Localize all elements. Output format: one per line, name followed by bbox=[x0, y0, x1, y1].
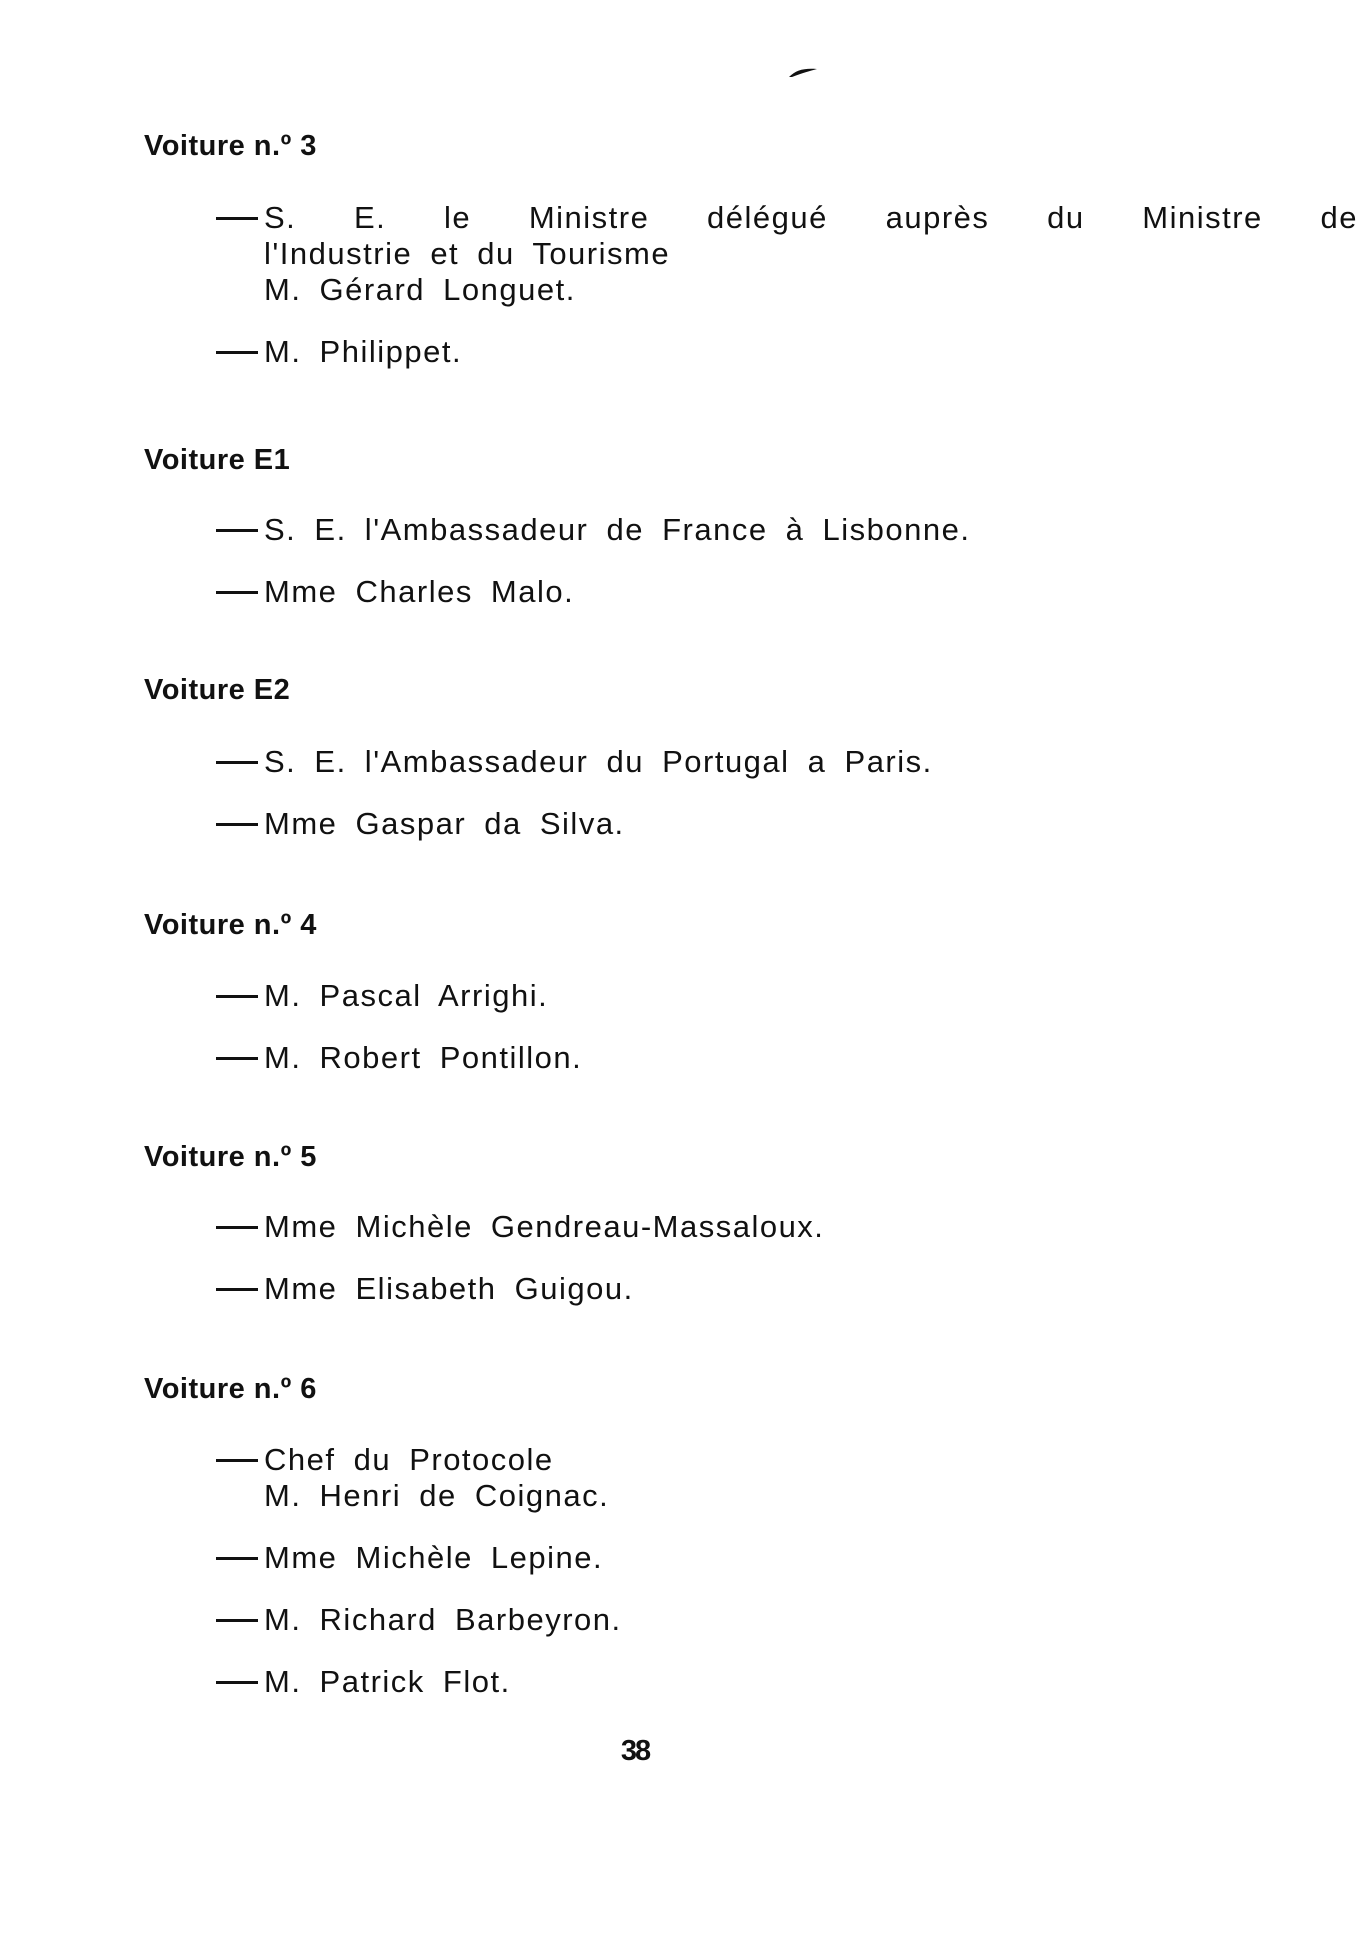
entry-line: M. Pascal Arrighi. bbox=[264, 978, 549, 1013]
list-item bbox=[216, 744, 1146, 780]
entry-line: M. Patrick Flot. bbox=[264, 1664, 511, 1699]
list-item bbox=[216, 200, 1358, 308]
entry-line: Mme Charles Malo. bbox=[264, 574, 575, 609]
section-heading: Voiture n.º 5 bbox=[144, 1141, 317, 1173]
list-item bbox=[216, 1209, 1146, 1245]
section-heading: Voiture n.º 4 bbox=[144, 909, 317, 941]
entry-line: M. Henri de Coignac. bbox=[264, 1478, 610, 1513]
em-dash bbox=[216, 1681, 258, 1684]
entry-line: Chef du Protocole bbox=[264, 1442, 554, 1477]
em-dash bbox=[216, 761, 258, 764]
list-item bbox=[216, 1271, 1146, 1307]
entry-line: M. Robert Pontillon. bbox=[264, 1040, 583, 1075]
list-item bbox=[216, 1664, 1146, 1700]
entry-line: S. E. l'Ambassadeur du Portugal a Paris. bbox=[264, 744, 933, 779]
list-item bbox=[216, 1602, 1146, 1638]
entry-line: Mme Michèle Lepine. bbox=[264, 1540, 604, 1575]
em-dash bbox=[216, 1057, 258, 1060]
entry-line: S. E. l'Ambassadeur de France à Lisbonne. bbox=[264, 512, 971, 547]
entry-line: M. Gérard Longuet. bbox=[264, 272, 576, 307]
list-item bbox=[216, 978, 1146, 1014]
em-dash bbox=[216, 1288, 258, 1291]
em-dash bbox=[216, 995, 258, 998]
list-item bbox=[216, 1540, 1146, 1576]
list-item bbox=[216, 512, 1146, 548]
list-item bbox=[216, 1040, 1146, 1076]
entry-line: l'Industrie et du Tourisme bbox=[264, 236, 671, 271]
entry-line: Mme Michèle Gendreau-Massaloux. bbox=[264, 1209, 825, 1244]
list-item bbox=[216, 806, 1146, 842]
em-dash bbox=[216, 529, 258, 532]
em-dash bbox=[216, 1619, 258, 1622]
section-heading: Voiture E1 bbox=[144, 444, 291, 476]
list-item bbox=[216, 334, 1146, 370]
em-dash bbox=[216, 1459, 258, 1462]
entry-line: M. Philippet. bbox=[264, 334, 463, 369]
page-number: 38 bbox=[620, 1735, 650, 1767]
em-dash bbox=[216, 591, 258, 594]
entry-line: Mme Elisabeth Guigou. bbox=[264, 1271, 634, 1306]
entry-line: M. Richard Barbeyron. bbox=[264, 1602, 622, 1637]
list-item bbox=[216, 574, 1146, 610]
entry-line: S. E. le Ministre délégué auprès du Ministre de bbox=[264, 200, 1358, 235]
em-dash bbox=[216, 217, 258, 220]
ink-mark bbox=[788, 66, 818, 78]
em-dash bbox=[216, 351, 258, 354]
list-item bbox=[216, 1442, 1146, 1514]
section-heading: Voiture n.º 6 bbox=[144, 1373, 317, 1405]
section-heading: Voiture n.º 3 bbox=[144, 130, 317, 162]
em-dash bbox=[216, 1226, 258, 1229]
entry-line: Mme Gaspar da Silva. bbox=[264, 806, 625, 841]
em-dash bbox=[216, 823, 258, 826]
section-heading: Voiture E2 bbox=[144, 674, 291, 706]
em-dash bbox=[216, 1557, 258, 1560]
